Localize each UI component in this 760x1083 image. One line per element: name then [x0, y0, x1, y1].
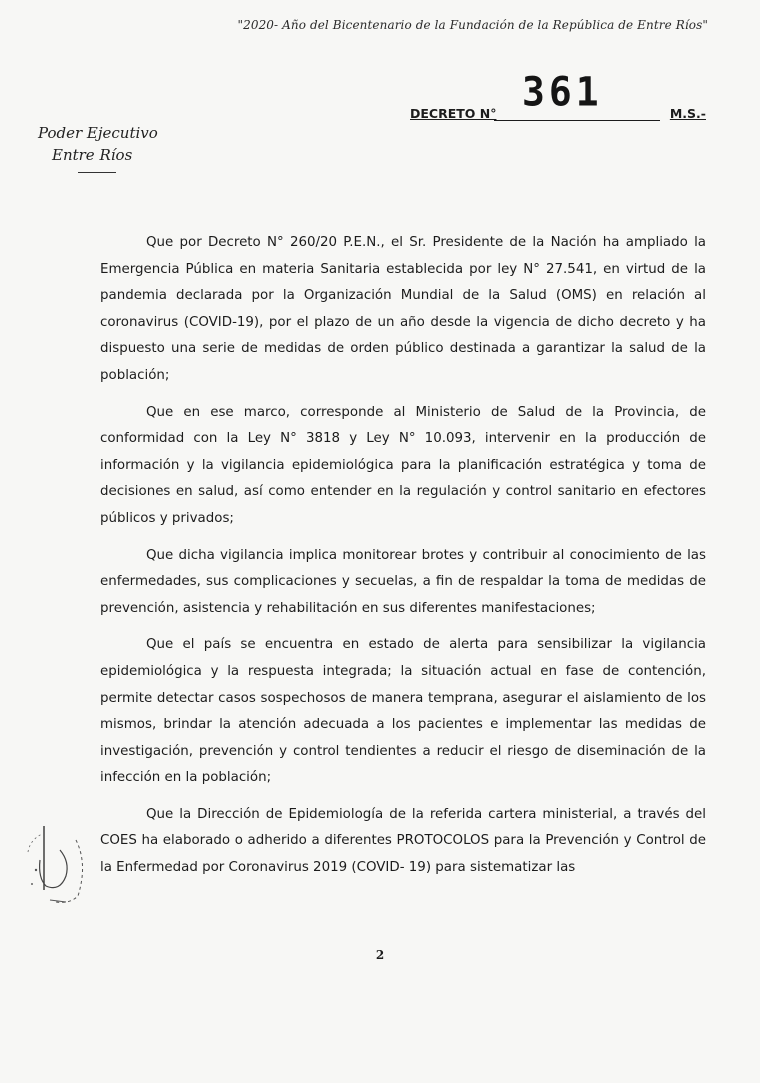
- decree-body: [100, 230, 706, 892]
- year-motto: "2020- Año del Bicentenario de la Fundación de la República de Entre Ríos": [237, 18, 708, 32]
- decree-header: [410, 106, 706, 124]
- paragraph-2: Que en ese marco, corresponde al Ministerio de Salud de la Provincia, de conformidad con la Ley N° 3818 y Ley N° 10.093, intervenir en la producción de información y la vigilancia epidemiológica para la planificación estratégica y toma de decisiones en salud, así como entender en la regulación y control sanitario en efectores públicos y privados;: [100, 404, 706, 526]
- paragraph-3: Que dicha vigilancia implica monitorear brotes y contribuir al conocimiento de las enfermedades, sus complicaciones y secuelas, a fin de respaldar la toma de medidas de prevención, asistencia y rehabilitación en sus diferentes manifestaciones;: [100, 547, 706, 616]
- decree-number: 361: [522, 68, 603, 116]
- paragraph-1: Que por Decreto N° 260/20 P.E.N., el Sr. Presidente de la Nación ha ampliado la Emergencia Pública en materia Sanitaria establecida por ley N° 27.541, en virtud de la pandemia declarada por la Organización Mundial de la Salud (OMS) en relación al coronavirus (COVID-19), por el plazo de un año desde la vigencia de dicho decreto y ha dispuesto una serie de medidas de orden público destinada a garantizar la salud de la población;: [100, 235, 706, 383]
- issuing-office: [38, 122, 158, 166]
- office-line-1: Poder Ejecutivo: [38, 124, 158, 142]
- paragraph-5: Que la Dirección de Epidemiología de la referida cartera ministerial, a través del COES ha elaborado o adherido a diferentes PROTOCOLOS para la Prevención y Control de la Enfermedad por Coronavirus 2019 (COVID- 19) para sistematizar las: [100, 806, 706, 876]
- paragraph-4: Que el país se encuentra en estado de alerta para sensibilizar la vigilancia epidemiológica y la respuesta integrada; la situación actual en fase de contención, permite detectar casos sospechosos de manera temprana, asegurar el aislamiento de los mismos, brindar la atención adecuada a los pacientes e implementar las medidas de investigación, prevención y control tendientes a reducir el riesgo de diseminación de la infección en la población;: [100, 637, 706, 786]
- decree-label: DECRETO N°: [410, 106, 497, 121]
- office-line-2: Entre Ríos: [52, 146, 133, 164]
- page-number: 2: [375, 948, 385, 962]
- signature-stamp-mark: [20, 820, 100, 910]
- decree-underline: [494, 120, 660, 121]
- office-divider: [78, 172, 116, 173]
- ministry-code: M.S.-: [669, 106, 706, 121]
